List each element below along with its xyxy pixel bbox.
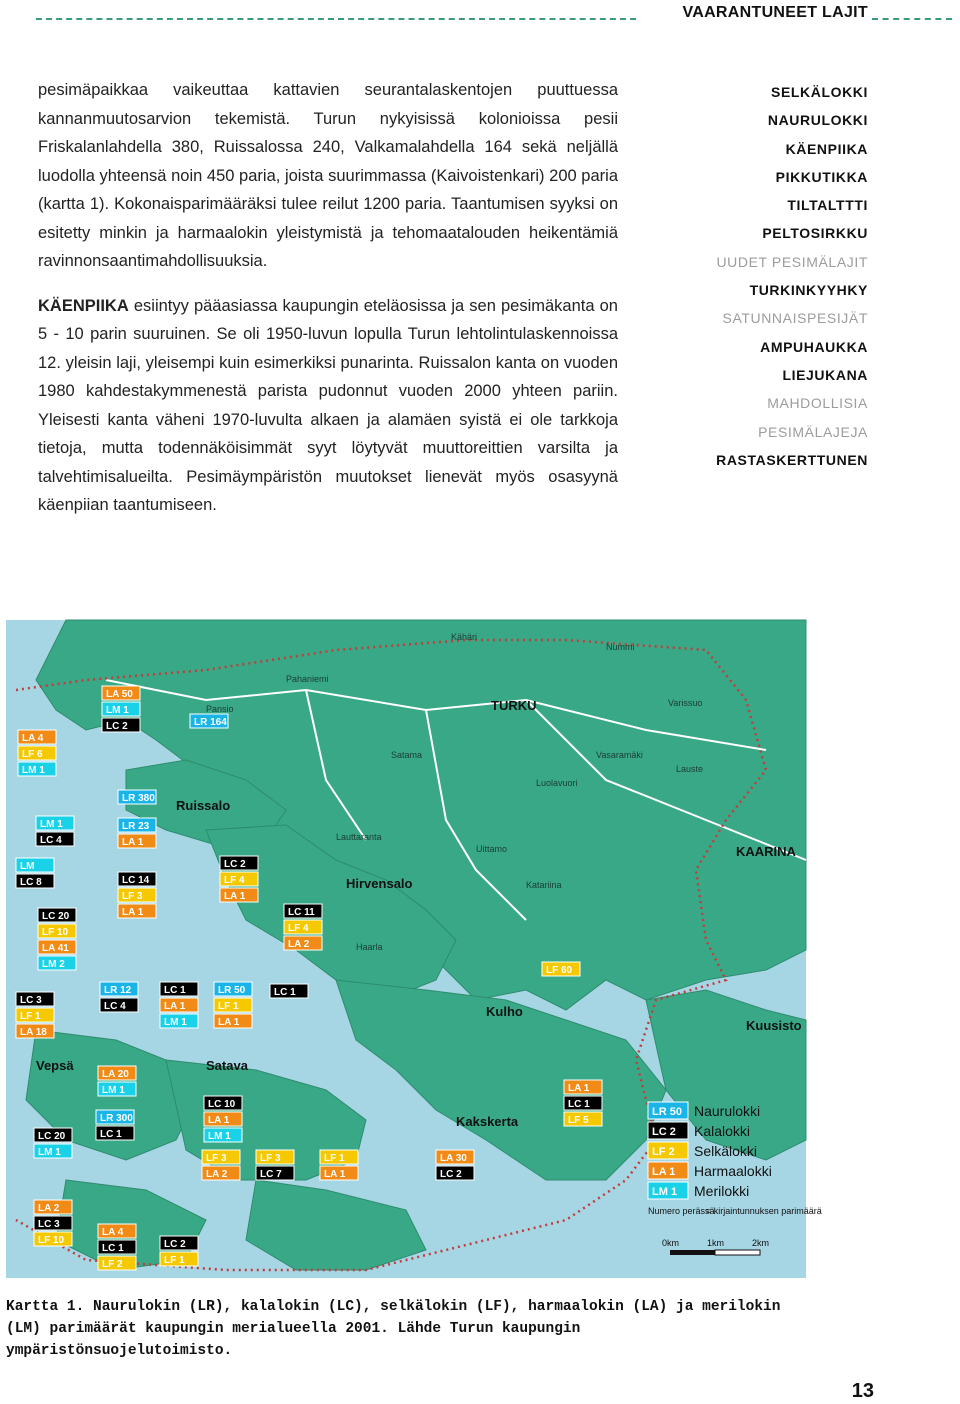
legend-note-left: Numero perässä xyxy=(648,1206,715,1216)
map-svg xyxy=(6,620,822,1278)
place-name: Varissuo xyxy=(668,698,703,708)
map-label: LF 4 xyxy=(224,875,245,886)
map-label: LC 2 xyxy=(106,721,128,732)
running-header: VAARANTUNEET LAJIT xyxy=(682,4,868,21)
map-label: LF 6 xyxy=(22,749,43,760)
place-name: Ruissalo xyxy=(176,798,231,813)
map-label: LC 2 xyxy=(224,859,246,870)
place-name: Satama xyxy=(391,750,423,760)
map-figure xyxy=(6,620,822,1278)
legend-name: Kalalokki xyxy=(694,1123,751,1139)
map-label: LC 8 xyxy=(20,877,42,888)
place-name: Kakskerta xyxy=(456,1114,519,1129)
scale-label: 0km xyxy=(662,1238,680,1248)
map-label: LF 10 xyxy=(38,1235,65,1246)
map-label: LF 1 xyxy=(20,1011,41,1022)
sidebar-item: PESIMÄLAJEJA xyxy=(758,423,868,440)
map-label: LA 4 xyxy=(102,1227,124,1238)
map-label: LA 1 xyxy=(208,1115,230,1126)
place-name: Haarla xyxy=(356,942,383,952)
legend-name: Naurulokki xyxy=(694,1103,761,1119)
map-label: LA 1 xyxy=(164,1001,186,1012)
map-label: LM 1 xyxy=(106,705,129,716)
map-label: LA 1 xyxy=(122,837,144,848)
legend-code: LC 2 xyxy=(652,1126,676,1138)
map-label: LA 4 xyxy=(22,733,44,744)
place-name: Kulho xyxy=(486,1004,523,1019)
map-label: LF 3 xyxy=(122,891,143,902)
map-label: LC 2 xyxy=(440,1169,462,1180)
map-label: LF 60 xyxy=(546,965,573,976)
scale-bar-segment xyxy=(715,1250,760,1255)
map-label: LC 4 xyxy=(40,835,62,846)
place-name: Kuusisto xyxy=(746,1018,802,1033)
place-name: TURKU xyxy=(491,698,537,713)
sidebar-item: SATUNNAISPESIJÄT xyxy=(722,310,868,327)
map-label: LA 2 xyxy=(38,1203,60,1214)
map-label: LF 3 xyxy=(206,1153,227,1164)
map-label: LR 380 xyxy=(122,793,155,804)
map-label: LR 300 xyxy=(100,1113,133,1124)
map-label: LC 3 xyxy=(38,1219,60,1230)
map-label: LR 23 xyxy=(122,821,150,832)
map-label: LM 1 xyxy=(208,1131,231,1142)
place-name: Pahaniemi xyxy=(286,674,329,684)
map-label: LC 2 xyxy=(164,1239,186,1250)
map-label: LR 12 xyxy=(104,985,132,996)
map-label: LF 1 xyxy=(324,1153,345,1164)
map-label: LA 1 xyxy=(324,1169,346,1180)
place-name: Vepsä xyxy=(36,1058,74,1073)
map-label: LM xyxy=(20,861,35,872)
place-name: Nummi xyxy=(606,642,635,652)
map-label: LC 1 xyxy=(164,985,186,996)
map-label: LM 1 xyxy=(38,1147,61,1158)
legend-code: LR 50 xyxy=(652,1106,682,1118)
map-label: LC 4 xyxy=(104,1001,126,1012)
map-label: LA 2 xyxy=(288,939,310,950)
map-label: LA 1 xyxy=(224,891,246,902)
map-label: LC 14 xyxy=(122,875,150,886)
paragraph-2-text: esiintyy pääasiassa kaupungin eteläosissa ja sen pesimäkanta on 5 - 10 parin suuruinen. Se oli 1950-luvun lopulla Turun lehtolintulaskennoissa 12. yleisin laji, yleisempi kuin esimerkiksi punarinta. Ruissalon kanta on vuoden 1980 kahdestakymmenestä parista pudonnut vuoden 2000 yhteen pariin. Yleisesti kanta väheni 1970-luvulta alkaen ja alamäen syistä ei ole tarkkoja tietoja, mutta todennäköisimmät syyt löytyvät muuttoreittien varsilta ja talvehtimisalueilta. Pesimäympäristön muutokset lienevät myös osasyynä käenpiian taantumiseen. xyxy=(38,296,618,514)
header-rule xyxy=(36,18,636,20)
sidebar-item: RASTASKERTTUNEN xyxy=(716,451,868,468)
place-name: Kähäri xyxy=(451,632,478,642)
place-name: Luolavuori xyxy=(536,778,578,788)
map-label: LC 1 xyxy=(274,987,296,998)
map-label: LA 30 xyxy=(440,1153,467,1164)
sidebar-item: PELTOSIRKKU xyxy=(762,225,868,242)
map-label: LA 50 xyxy=(106,689,133,700)
sidebar-item: TILTALTTTI xyxy=(787,197,868,214)
map-label: LC 7 xyxy=(260,1169,282,1180)
place-name: Lauttaranta xyxy=(336,832,382,842)
map-label: LC 10 xyxy=(208,1099,236,1110)
place-name: Vasaramäki xyxy=(596,750,643,760)
legend-name: Merilokki xyxy=(694,1183,750,1199)
map-label: LM 1 xyxy=(164,1017,187,1028)
sidebar-item: NAURULOKKI xyxy=(767,112,868,129)
map-label: LC 1 xyxy=(102,1243,124,1254)
species-sidebar xyxy=(690,78,868,474)
scale-label: 1km xyxy=(707,1238,725,1248)
map-label: LF 5 xyxy=(568,1115,589,1126)
map-label: LR 50 xyxy=(218,985,246,996)
map-label: LF 4 xyxy=(288,923,309,934)
paragraph-2-lead: KÄENPIIKA xyxy=(38,296,129,315)
map-label: LF 1 xyxy=(164,1255,185,1266)
map-label: LA 1 xyxy=(568,1083,590,1094)
map-label: LR 164 xyxy=(194,717,227,728)
paragraph-1: pesimäpaikkaa vaikeuttaa kattavien seurantalaskentojen puuttuessa kannanmuutosarvion tekemistä. Turun nykyisissä kolonioissa pesii Friskalanlahdella 380, Ruissalossa 240, Valkamalahdella 164 sekä neljällä luodolla yhteensä noin 450 paria, joista suurimmassa (Kaivoistenkari) 200 paria (kartta 1). Kokonaisparimääräksi tulee reilut 1200 paria. Taantumisen syyksi on esitetty minkin ja harmaalokin yleistymistä ja tehomaatalouden heikentämiä ravinnonsaantimahdollisuuksia. xyxy=(38,81,618,270)
map-label: LF 10 xyxy=(42,927,69,938)
map-label: LC 20 xyxy=(42,911,70,922)
sidebar-item: KÄENPIIKA xyxy=(785,140,868,157)
map-label: LA 1 xyxy=(122,907,144,918)
legend-code: LF 2 xyxy=(652,1146,675,1158)
map-label: LM 1 xyxy=(102,1085,125,1096)
legend-code: LM 1 xyxy=(652,1186,678,1198)
map-label: LC 11 xyxy=(288,907,315,918)
map-label: LC 1 xyxy=(568,1099,590,1110)
sidebar-item: AMPUHAUKKA xyxy=(760,338,868,355)
sidebar-item: SELKÄLOKKI xyxy=(771,84,868,100)
legend-name: Harmaalokki xyxy=(694,1163,772,1179)
map-label: LA 1 xyxy=(218,1017,240,1028)
place-name: Lauste xyxy=(676,764,704,774)
sidebar-item: PIKKUTIKKA xyxy=(775,168,868,185)
place-name: Katariina xyxy=(526,880,562,890)
paragraph-2 xyxy=(38,292,618,520)
sidebar-item: LIEJUKANA xyxy=(782,366,868,383)
place-name: Uittamo xyxy=(476,844,508,854)
map-label: LF 1 xyxy=(218,1001,239,1012)
map-label: LF 2 xyxy=(102,1259,123,1270)
sidebar-item: MAHDOLLISIA xyxy=(767,395,868,412)
legend-name: Selkälokki xyxy=(694,1143,758,1159)
figure-caption: Kartta 1. Naurulokin (LR), kalalokin (LC), selkälokin (LF), harmaalokin (LA) ja merilokin (LM) parimäärät kaupungin merialueella 2001. Lähde Turun kaupungin ympäristönsuojelutoimisto. xyxy=(6,1299,781,1359)
sidebar-item: UUDET PESIMÄLAJIT xyxy=(716,253,868,270)
place-name: Satava xyxy=(206,1058,248,1073)
legend-code: LA 1 xyxy=(652,1166,676,1178)
page-number: 13 xyxy=(851,1380,874,1402)
map-label: LF 3 xyxy=(260,1153,281,1164)
article-body xyxy=(38,76,618,536)
map-label: LC 1 xyxy=(100,1129,122,1140)
legend-note-right: = kirjaintunnuksen parimäärä xyxy=(706,1206,822,1216)
place-name: Hirvensalo xyxy=(346,876,413,891)
place-name: KAARINA xyxy=(736,844,796,859)
scale-label: 2km xyxy=(752,1238,770,1248)
map-label: LM 1 xyxy=(22,765,45,776)
map-label: LC 3 xyxy=(20,995,42,1006)
map-label: LA 18 xyxy=(20,1027,47,1038)
map-label: LA 41 xyxy=(42,943,69,954)
map-label: LM 1 xyxy=(40,819,63,830)
map-label: LM 2 xyxy=(42,959,65,970)
map-label: LA 20 xyxy=(102,1069,129,1080)
map-label: LC 20 xyxy=(38,1131,66,1142)
map-label: LA 2 xyxy=(206,1169,228,1180)
sidebar-item: TURKINKYYHKY xyxy=(749,282,868,299)
place-name: Pansio xyxy=(206,704,234,714)
header-rule-right xyxy=(872,18,952,20)
